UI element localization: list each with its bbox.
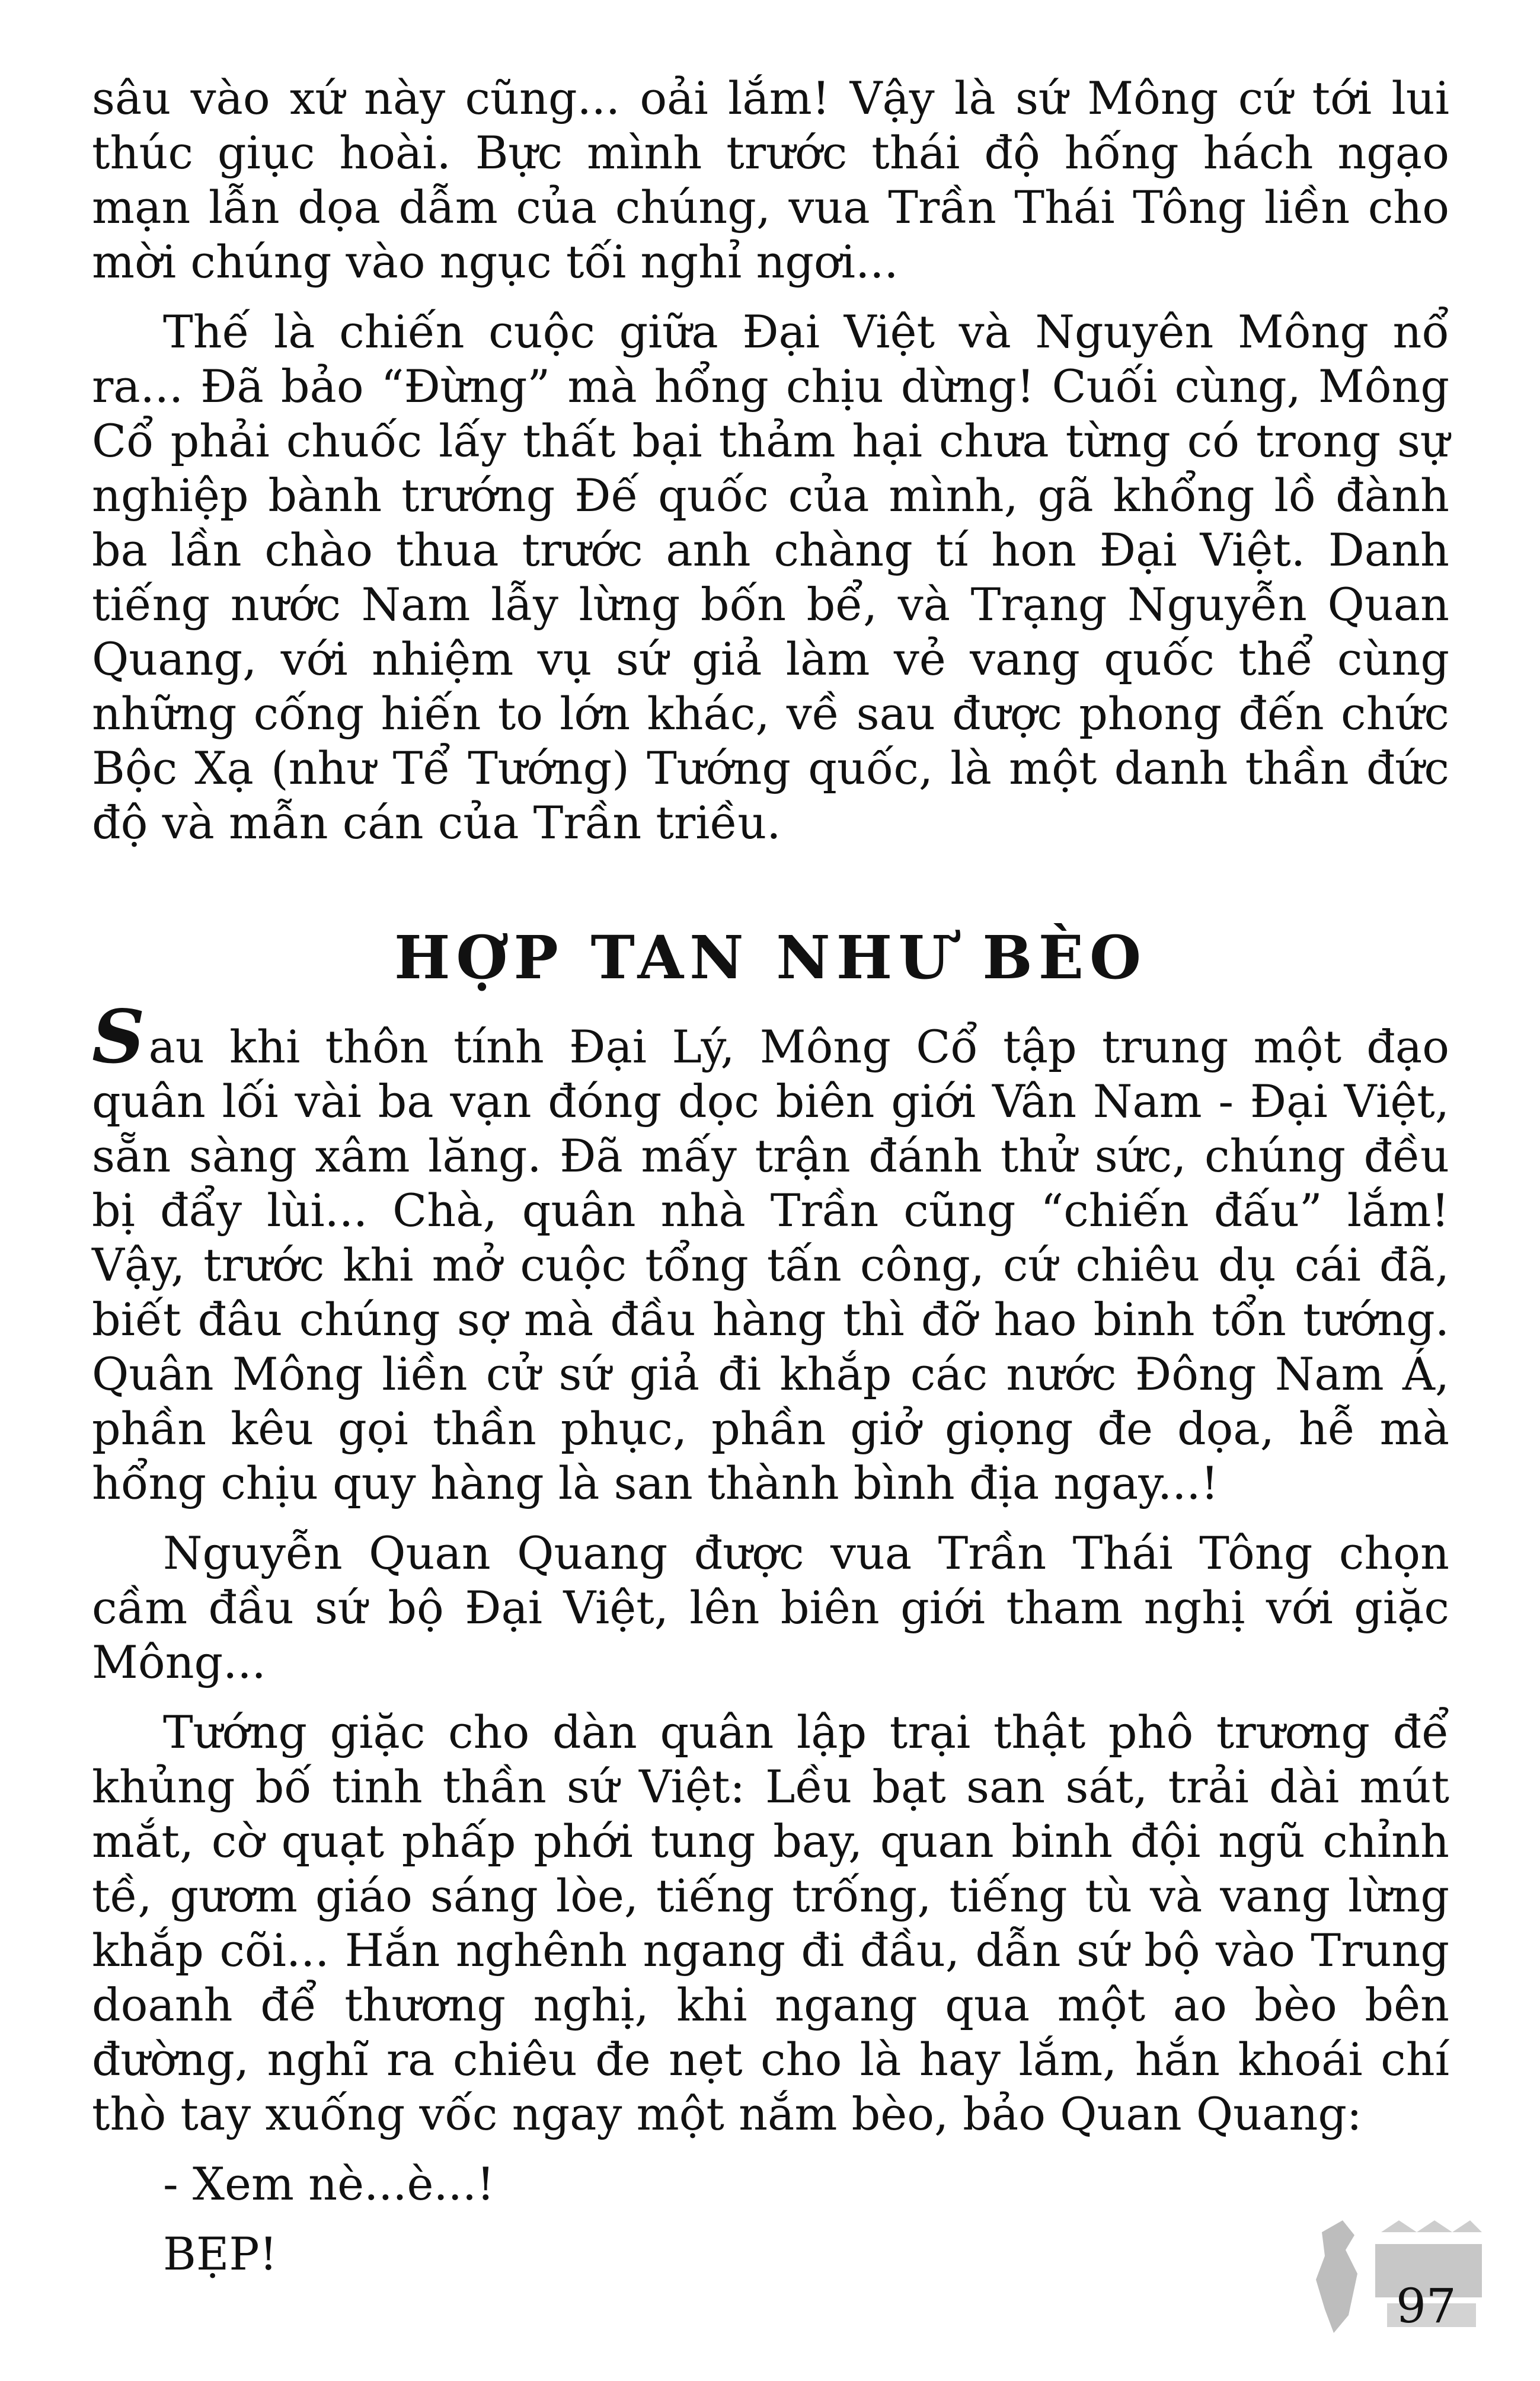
paragraph-intro xyxy=(92,994,1449,1511)
paragraph-continuation: sâu vào xứ này cũng... oải lắm! Vậy là sứ Mông cứ tới lui thúc giục hoài. Bực mình trước thái độ hống hách ngạo mạn lẫn dọa dẫm của chúng, vua Trần Thái Tông liền cho mời chúng vào ngục tối nghỉ ngơi... xyxy=(92,72,1449,288)
drop-cap-letter: S xyxy=(92,994,145,1080)
paragraph-dialogue: - Xem nè...è...! xyxy=(163,2157,495,2210)
paragraph-exclamation: BẸP! xyxy=(163,2227,278,2280)
paragraph-envoy: Nguyễn Quan Quang được vua Trần Thái Tông chọn cầm đầu sứ bộ Đại Việt, lên biên giới tham nghị với giặc Mông... xyxy=(92,1527,1449,1689)
page-number: 97 xyxy=(1396,2278,1456,2334)
text-block-top xyxy=(92,71,1449,850)
paragraph-war: Thế là chiến cuộc giữa Đại Việt và Nguyên Mông nổ ra... Đã bảo “Đừng” mà hổng chịu dừng! Cuối cùng, Mông Cổ phải chuốc lấy thất bại thảm hại chưa từng có trong sự nghiệp bành trướng Đế quốc của mình, gã khổng lồ đành ba lần chào thua trước anh chàng tí hon Đại Việt. Danh tiếng nước Nam lẫy lừng bốn bể, và Trạng Nguyễn Quan Quang, với nhiệm vụ sứ giả làm vẻ vang quốc thể cùng những cống hiến to lớn khác, về sau được phong đến chức Bộc Xạ (như Tể Tướng) Tướng quốc, là một danh thần đức độ và mẫn cán của Trần triều. xyxy=(92,305,1449,849)
text-block-bottom xyxy=(92,994,1449,2281)
paragraph-camp: Tướng giặc cho dàn quân lập trại thật phô trương để khủng bố tinh thần sứ Việt: Lều bạt san sát, trải dài mút mắt, cờ quạt phấp phới tung bay, quan binh đội ngũ chỉnh tề, gươm giáo sáng lòe, tiếng trống, tiếng tù và vang lừng khắp cõi... Hắn nghênh ngang đi đầu, dẫn sứ bộ vào Trung doanh để thương nghị, khi ngang qua một ao bèo bên đường, nghĩ ra chiêu đe nẹt cho là hay lắm, hắn khoái chí thò tay xuống vốc ngay một nắm bèo, bảo Quan Quang: xyxy=(92,1706,1449,2140)
paragraph-intro-text: au khi thôn tính Đại Lý, Mông Cổ tập trung một đạo quân lối vài ba vạn đóng dọc biên giới Vân Nam - Đại Việt, sẵn sàng xâm lăng. Đã mấy trận đánh thử sức, chúng đều bị đẩy lùi... Chà, quân nhà Trần cũng “chiến đấu” lắm! Vậy, trước khi mở cuộc tổng tấn công, cứ chiêu dụ cái đã, biết đâu chúng sợ mà đầu hàng thì đỡ hao binh tổn tướng. Quân Mông liền cử sứ giả đi khắp các nước Đông Nam Á, phần kêu gọi thần phục, phần giở giọng đe dọa, hễ mà hổng chịu quy hàng là san thành bình địa ngay...! xyxy=(92,1020,1449,1509)
section-heading: HỢP TAN NHƯ BÈO xyxy=(394,923,1148,992)
